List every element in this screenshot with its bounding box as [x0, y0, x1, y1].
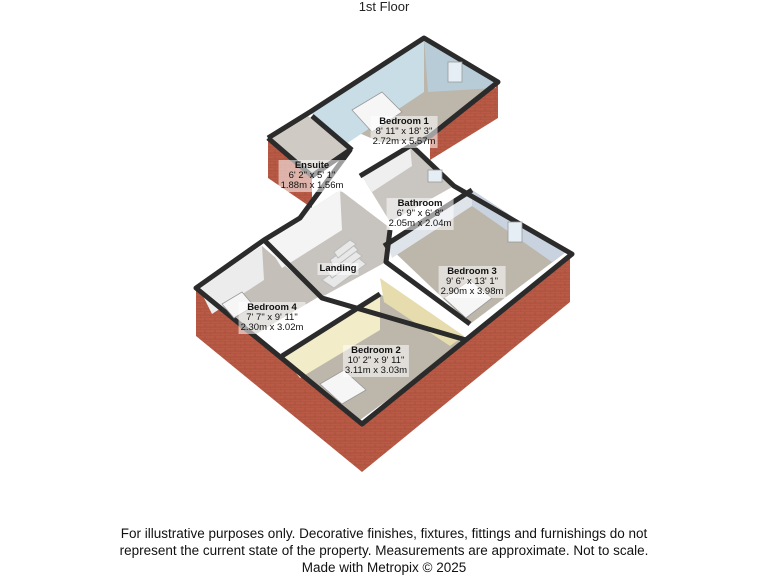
- room-label-bedroom3: Bedroom 3 9' 6" x 13' 1" 2.90m x 3.98m: [440, 266, 504, 297]
- disclaimer-line-3: Made with Metropix © 2025: [301, 560, 467, 575]
- room-label-bedroom4: Bedroom 4 7' 7" x 9' 11" 2.30m x 3.02m: [240, 302, 304, 333]
- room-label-bedroom1: Bedroom 1 8' 11" x 18' 3" 2.72m x 5.57m: [372, 116, 436, 147]
- room-label-ensuite: Ensuite 6' 2" x 5' 1" 1.88m x 1.56m: [280, 160, 344, 191]
- window-bathroom: [428, 170, 442, 182]
- disclaimer-line-1: For illustrative purposes only. Decorative finishes, fixtures, fittings and furnishings do not: [120, 526, 648, 541]
- disclaimer: [0, 525, 768, 576]
- disclaimer-line-2: represent the current state of the property. Measurements are approximate. Not to scale.: [119, 543, 649, 558]
- room-label-landing: Landing: [319, 263, 357, 274]
- floor-title: 1st Floor: [358, 0, 410, 14]
- window-bedroom1: [448, 62, 462, 82]
- room-label-bathroom: Bathroom 6' 9" x 6' 8" 2.05m x 2.04m: [388, 198, 452, 229]
- room-label-bedroom2: Bedroom 2 10' 2" x 9' 11" 3.11m x 3.03m: [344, 345, 408, 376]
- window-bedroom3: [508, 222, 522, 242]
